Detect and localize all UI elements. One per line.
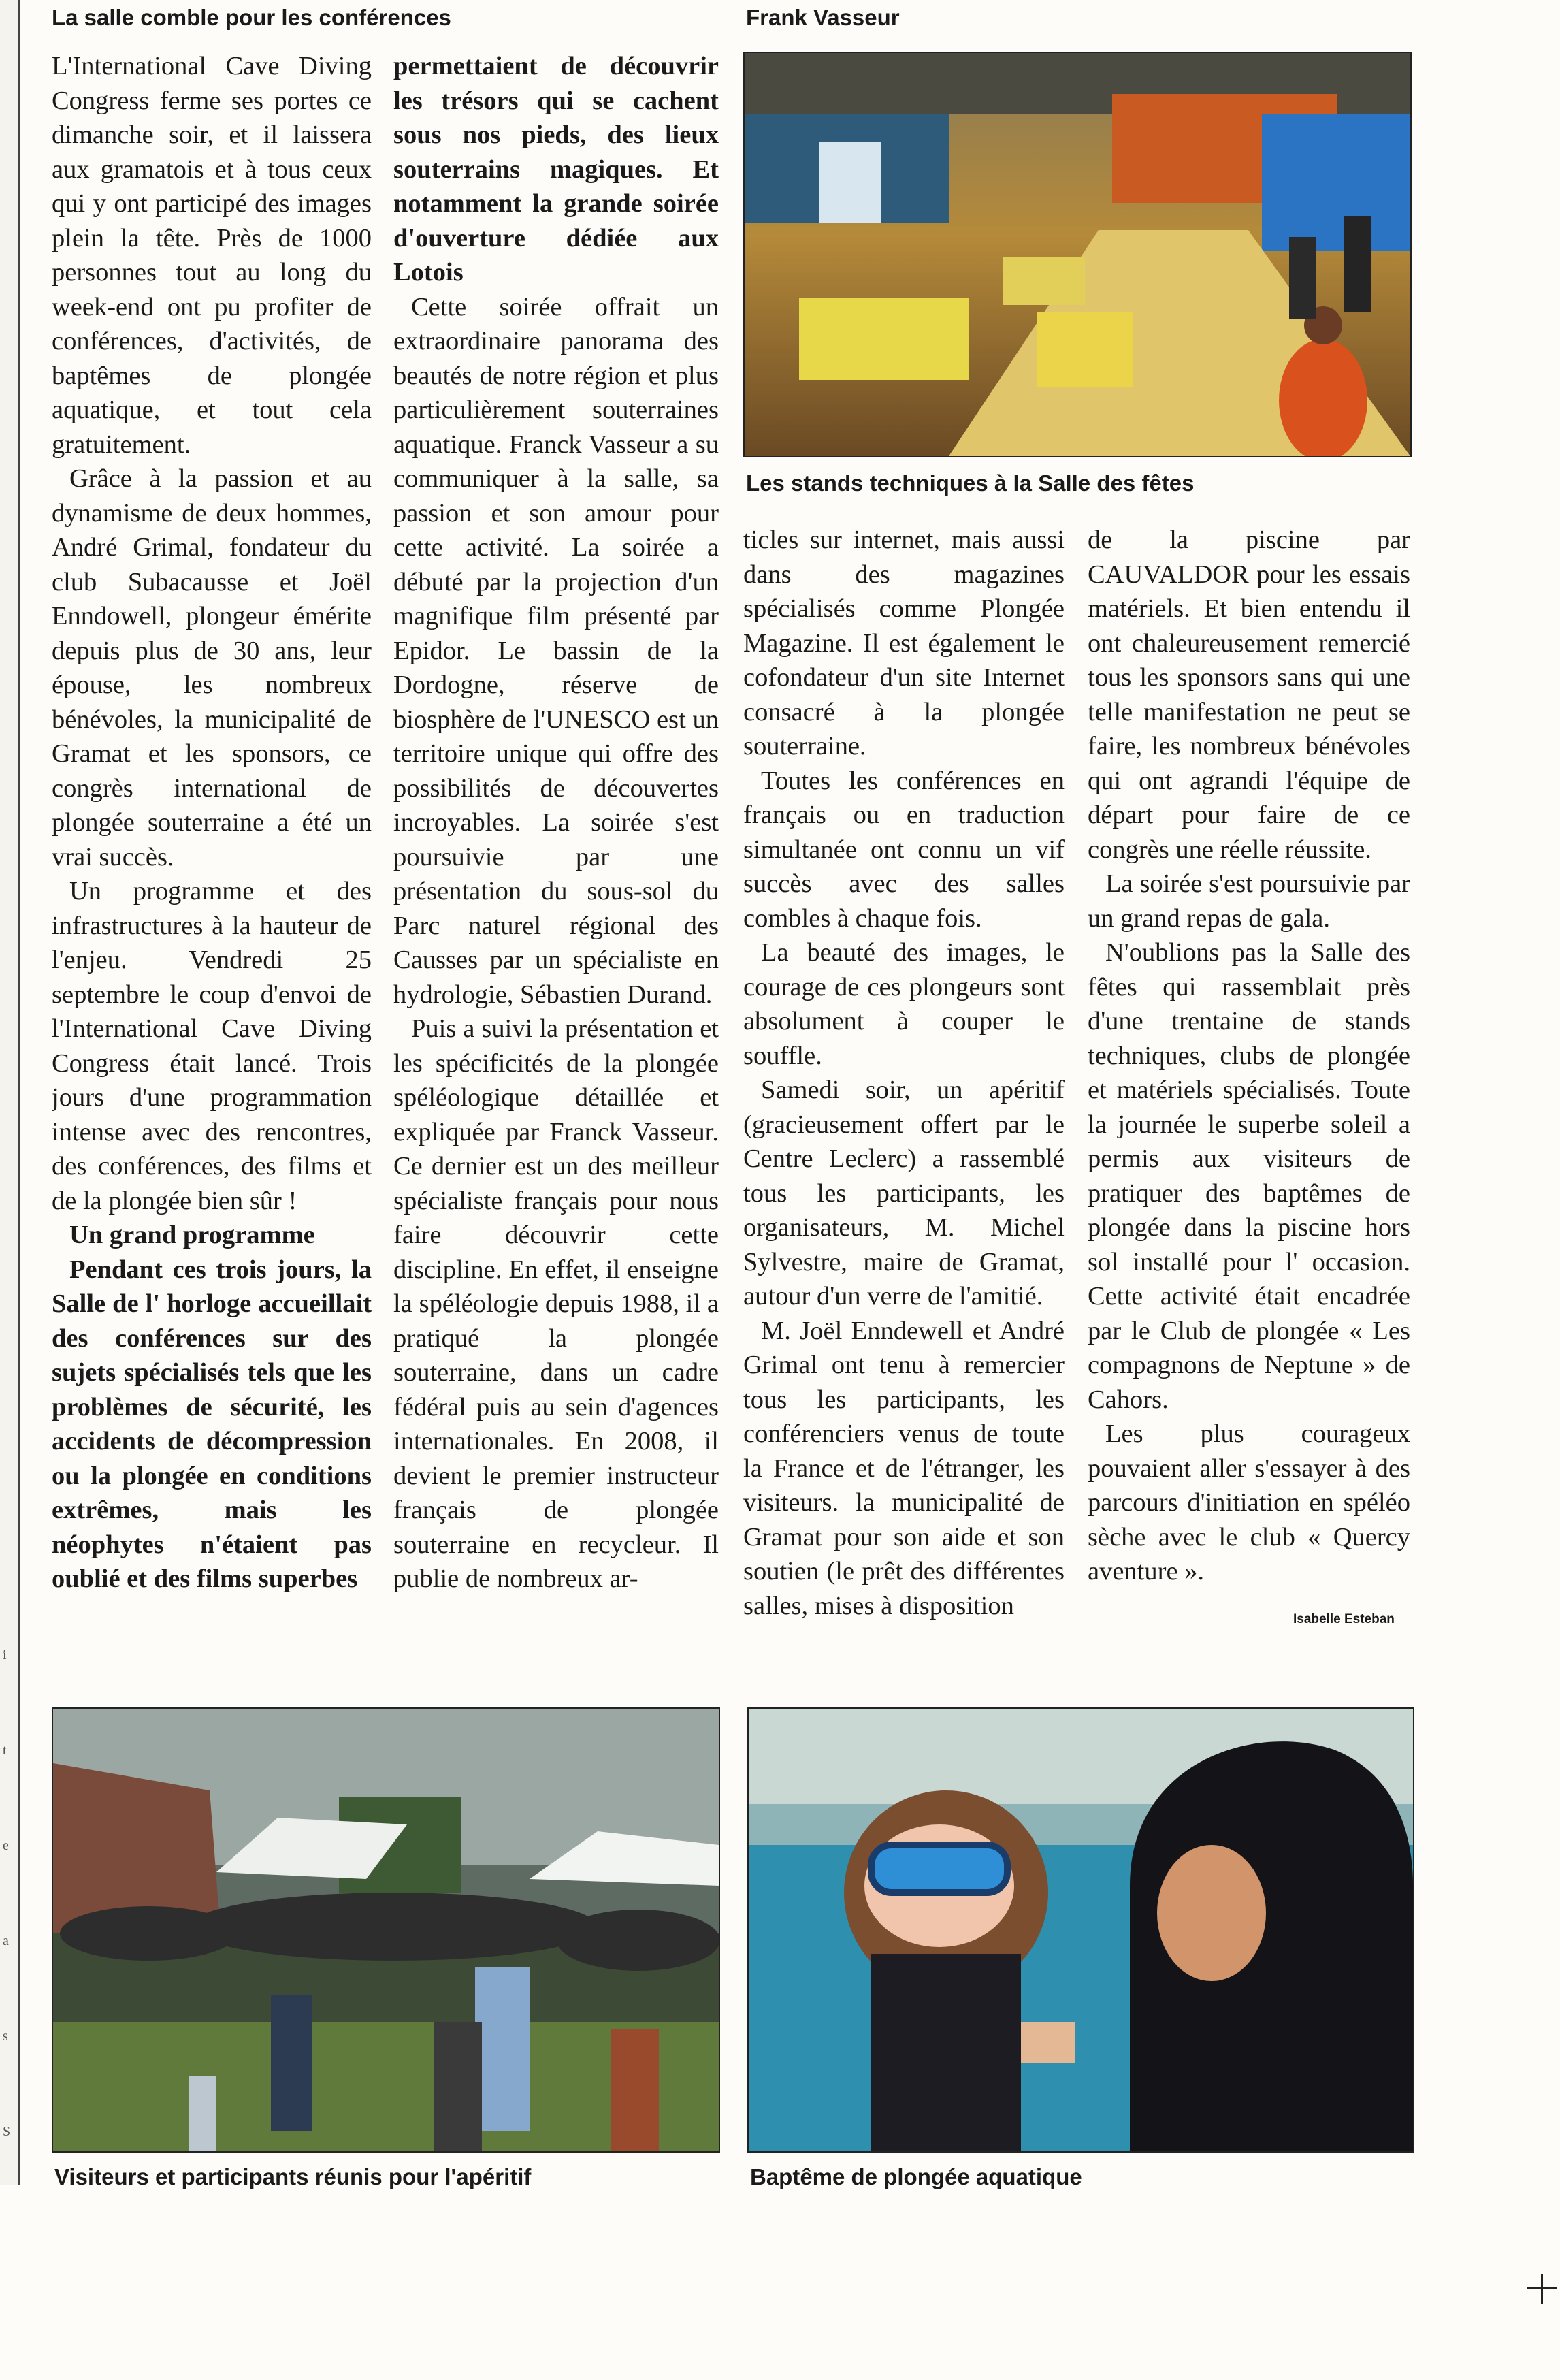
page-binding-edge — [0, 0, 20, 2185]
edge-letter: t — [3, 1743, 7, 1758]
photo-stands — [743, 52, 1412, 457]
subheading: Un grand programme — [69, 1221, 315, 1249]
paragraph: ticles sur internet, mais aussi dans des magazines spécialisés comme Plongée Magazine. Il est également le cofondateur d'un site Internet consacré à la plongée souterraine. — [743, 526, 1065, 760]
article-column-2 — [393, 49, 719, 1690]
bold-paragraph: Pendant ces trois jours, la Salle de l' horloge accueillait des conférences sur des sujets spécialisés tels que les problèmes de sécurité, les accidents de décompression ou la plongée en conditions extrêmes, mais les néophytes n'étaient pas oublié et des films superbes — [52, 1255, 372, 1593]
byline: Isabelle Esteban — [1293, 1612, 1395, 1626]
caption-aperitif: Visiteurs et participants réunis pour l'apéritif — [54, 2164, 532, 2189]
article-column-4 — [1088, 523, 1410, 1612]
paragraph: Puis a suivi la présentation et les spécificités de la plongée spéléologique détaillée et expliquée par Franck Vasseur. Ce dernier est un des meilleur spécialiste français pour nous faire découvrir cette discipline. En effet, il enseigne la spéléologie depuis 1988, il a pratiqué la plongée souterraine, dans un cadre fédéral puis au sein d'agences internationales. En 2008, il devient le premier instructeur français de plongée souterraine en recycleur. Il publie de nombreux ar- — [393, 1014, 719, 1593]
diving-pool-photo — [749, 1709, 1413, 2151]
paragraph: La soirée s'est poursuivie par un grand repas de gala. — [1088, 869, 1410, 933]
photo-bapteme — [747, 1707, 1414, 2153]
paragraph: La beauté des images, le courage de ces plongeurs sont absolument à couper le souffle. — [743, 938, 1065, 1070]
edge-letter: S — [3, 2124, 11, 2139]
paragraph: Grâce à la passion et au dynamisme de deux hommes, André Grimal, fondateur du club Subacausse et Joël Enndowell, plongeur émérite depuis plus de 30 ans, leur épouse, les nombreux bénévoles, la municipalité de Gramat et les sponsors, ce congrès international de plongée souterraine a été un vrai succès. — [52, 464, 372, 871]
bold-paragraph: permettaient de découvrir les trésors qui se cachent sous nos pieds, des lieux souterrains magiques. Et notamment la grande soirée d'ouverture dédiée aux Lotois — [393, 52, 719, 287]
crop-mark — [1541, 2274, 1543, 2304]
paragraph: Cette soirée offrait un extraordinaire panorama des beautés de notre région et plus particulièrement souterraines aquatique. Franck Vasseur a su communiquer à la salle, sa passion et son amour pour cette activité. La soirée a débuté par la projection d'un magnifique film présenté par Epidor. Le bassin de la Dordogne, réserve de biosphère de l'UNESCO est un territoire unique qui offre des possibilités de découvertes incroyables. La soirée s'est poursuivie par une présentation du sous-sol du Parc naturel régional des Causses par un spécialiste en hydrologie, Sébastien Durand. — [393, 292, 719, 1009]
paragraph: L'International Cave Diving Congress ferme ses portes ce dimanche soir, et il laissera aux gramatois et à tous ceux qui y ont participé des images plein la tête. Près de 1000 personnes tout au long du week-end ont pu profiter de conférences, d'activités, de baptêmes de plongée aquatique, et tout cela gratuitement. — [52, 52, 372, 459]
paragraph: Samedi soir, un apéritif (gracieusement offert par le Centre Leclerc) a rassemblé tous les participants, les organisateurs, M. Michel Sylvestre, maire de Gramat, autour d'un verre de l'amitié. — [743, 1076, 1065, 1310]
edge-letter: i — [3, 1647, 7, 1662]
edge-letter: e — [3, 1838, 9, 1853]
edge-letter: a — [3, 1933, 9, 1948]
photo-aperitif — [52, 1707, 720, 2153]
paragraph: Les plus courageux pouvaient aller s'essayer à des parcours d'initiation en spéléo sèche avec le club « Quercy aventure ». — [1088, 1419, 1410, 1586]
author-credit: Frank Vasseur — [746, 5, 900, 30]
paragraph: Un programme et des infrastructures à la hauteur de l'enjeu. Vendredi 25 septembre le coup d'envoi de l'International Cave Diving Congress était lancé. Trois jours d'une programmation intense avec des rencontres, des conférences, des films et de la plongée bien sûr ! — [52, 877, 372, 1215]
crowd-outdoor-photo — [53, 1709, 719, 2151]
paragraph: M. Joël Enndewell et André Grimal ont tenu à remercier tous les participants, les conférenciers venus de toute la France et de l'étranger, les visiteurs. la municipalité de Gramat pour son aide et son soutien (le prêt des différentes salles, mises à disposition — [743, 1316, 1065, 1620]
paragraph: Toutes les conférences en français ou en traduction simultanée ont connu un vif succès avec des salles combles à chaque fois. — [743, 766, 1065, 933]
caption-bapteme: Baptême de plongée aquatique — [750, 2164, 1082, 2189]
edge-letter: s — [3, 2029, 8, 2044]
caption-stands: Les stands techniques à la Salle des fêtes — [746, 470, 1195, 496]
article-column-1 — [52, 49, 372, 1690]
article-kicker: La salle comble pour les conférences — [52, 5, 451, 30]
exhibition-hall-photo — [745, 53, 1410, 456]
article-column-3 — [743, 523, 1065, 1690]
paragraph: de la piscine par CAUVALDOR pour les essais matériels. Et bien entendu il ont chaleureusement remercié tous les sponsors sans qui une telle manifestation ne peut se faire, les nombreux bénévoles qui ont agrandi l'équipe de départ pour faire de ce congrès une réelle réussite. — [1088, 526, 1410, 864]
paragraph: N'oublions pas la Salle des fêtes qui rassemblait près d'une trentaine de stands techniques, clubs de plongée et matériels spécialisés. Toute la journée le superbe soleil a permis aux visiteurs de pratiquer des baptêmes de plongée dans la piscine hors sol installé pour l' occasion. Cette activité était encadrée par le Club de plongée « Les compagnons de Neptune » de Cahors. — [1088, 938, 1410, 1414]
